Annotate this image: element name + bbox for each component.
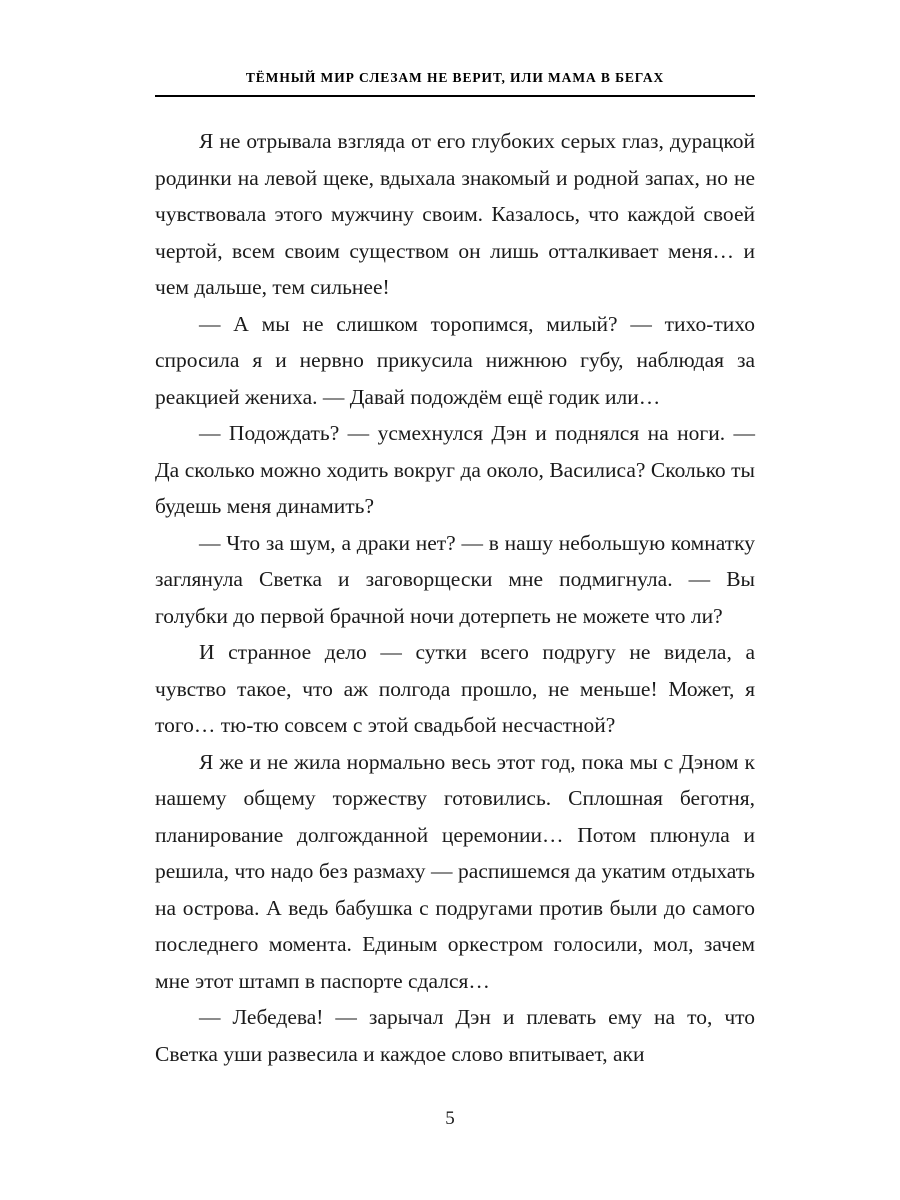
paragraph: Я же и не жила нормально весь этот год, пока мы с Дэном к нашему общему торжеству готовились. Сплошная беготня, планирование долгожданной церемонии… Потом плюнула и решила, что надо без размаху — распишемся да укатим отдыхать на острова. А ведь бабушка с подругами против были до самого последнего момента. Единым оркестром голосили, мол, зачем мне этот штамп в паспорте сдался… bbox=[155, 749, 755, 993]
paragraph: Я не отрывала взгляда от его глубоких серых глаз, дурацкой родинки на левой щеке, вдыхала знакомый и родной запах, но не чувствовала этого мужчину своим. Казалось, что каждой своей чертой, всем своим существом он лишь отталкивает меня… и чем дальше, тем сильнее! bbox=[155, 129, 755, 299]
running-head-title: ТЁМНЫЙ МИР СЛЕЗАМ НЕ ВЕРИТ, ИЛИ МАМА В БЕГАХ bbox=[245, 70, 665, 85]
paragraph: И странное дело — сутки всего подругу не видела, а чувство такое, что аж полгода прошло, не меньше! Может, я того… тю-тю совсем с этой свадьбой несчастной? bbox=[155, 640, 755, 737]
paragraph: — Лебедева! — зарычал Дэн и плевать ему на то, что Светка уши развесила и каждое слово впитывает, аки bbox=[155, 1005, 755, 1066]
page-content bbox=[155, 70, 755, 1072]
body-text bbox=[155, 123, 755, 1072]
header-divider bbox=[155, 95, 755, 97]
paragraph: — Подождать? — усмехнулся Дэн и поднялся на ноги. — Да сколько можно ходить вокруг да около, Василиса? Сколько ты будешь меня динамить? bbox=[155, 421, 755, 518]
paragraph: — Что за шум, а драки нет? — в нашу небольшую комнатку заглянула Светка и заговорщески мне подмигнула. — Вы голубки до первой брачной ночи дотерпеть не можете что ли? bbox=[155, 530, 755, 628]
paragraph: — А мы не слишком торопимся, милый? — тихо-тихо спросила я и нервно прикусила нижнюю губу, наблюдая за реакцией жениха. — Давай подождём ещё годик или… bbox=[155, 311, 755, 409]
page-number: 5 bbox=[445, 1108, 455, 1129]
